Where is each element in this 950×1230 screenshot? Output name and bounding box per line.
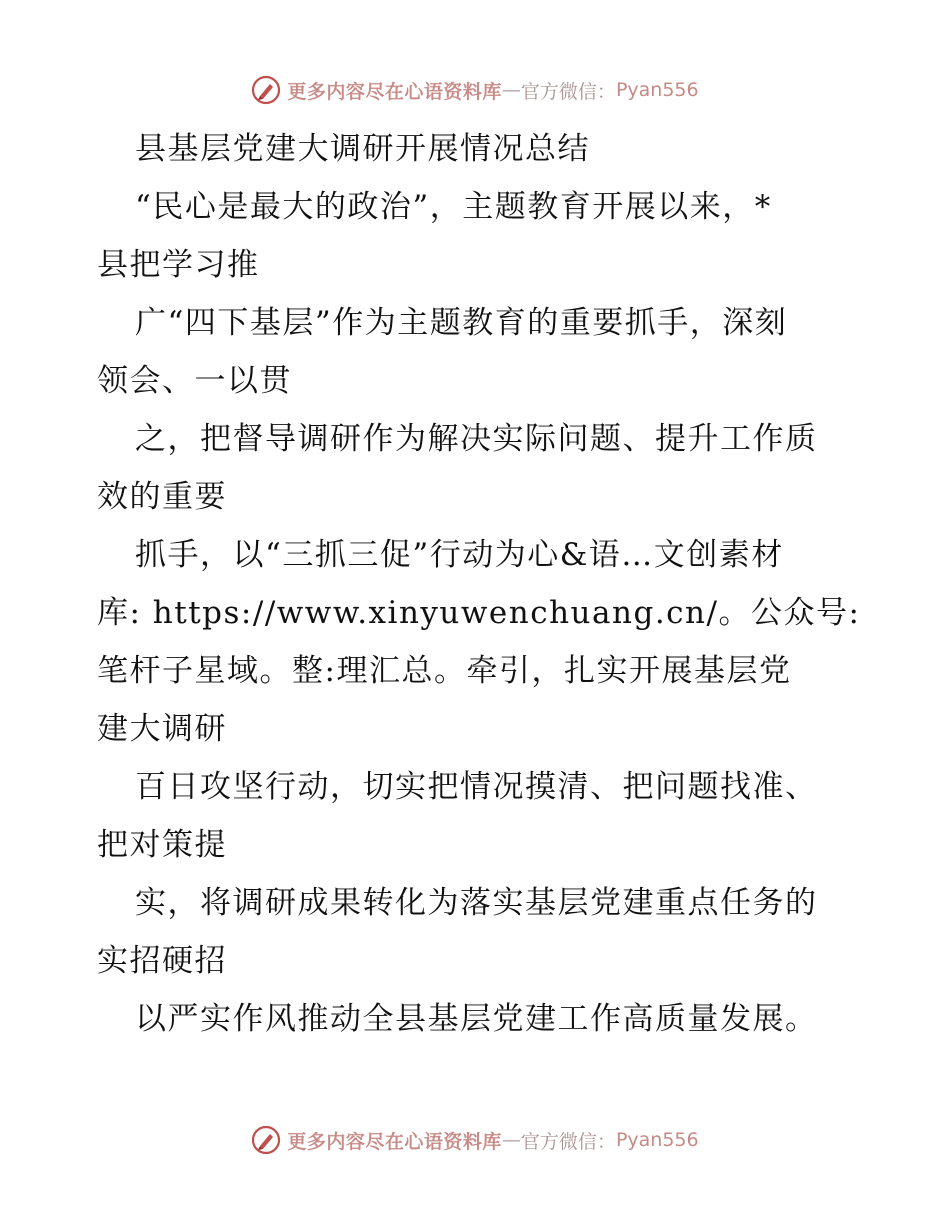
paragraph-line: 领会、一以贯 [97,363,292,399]
pen-logo-icon [251,75,281,105]
paragraph-line: 实招硬招 [97,943,227,979]
paragraph-line: 实，将调研成果转化为落实基层党建重点任务的 [135,885,818,921]
watermark-brand: 更多内容尽在心语资料库 [287,80,502,103]
watermark-label: 官方微信： [520,1130,616,1153]
paragraph-line: “民心是最大的政治”，主题教育开展以来，* [135,189,772,225]
paragraph-line: 库: https://www.xinyuwenchuang.cn/。公众号: [97,595,861,631]
watermark-account: Pyan556 [615,79,699,101]
document-body [97,120,861,1048]
paragraph-line: 笔杆子星域。整:理汇总。牵引，扎实开展基层党 [97,653,792,689]
watermark-separator: — [501,79,521,101]
paragraph-line: 百日攻坚行动，切实把情况摸清、把问题找准、 [135,769,818,805]
paragraph-line: 建大调研 [97,711,227,747]
paragraph-line: 之，把督导调研作为解决实际问题、提升工作质 [135,421,818,457]
paragraph-line: 把对策提 [97,827,227,863]
paragraph-line: 效的重要 [97,479,227,515]
pen-logo-icon [251,1125,281,1155]
paragraph-line: 以严实作风推动全县基层党建工作高质量发展。 [135,1001,818,1037]
document-title: 县基层党建大调研开展情况总结 [135,131,590,167]
watermark-label: 官方微信： [520,80,616,103]
paragraph-line: 县把学习推 [97,247,260,283]
watermark-account: Pyan556 [615,1129,699,1151]
footer-watermark [0,1122,950,1158]
paragraph-line: 广“四下基层”作为主题教育的重要抓手，深刻 [135,305,788,341]
paragraph-line: 抓手，以“三抓三促”行动为心&语…文创素材 [135,537,784,573]
header-watermark [0,72,950,108]
watermark-separator: — [501,1129,521,1151]
watermark-brand: 更多内容尽在心语资料库 [287,1130,502,1153]
